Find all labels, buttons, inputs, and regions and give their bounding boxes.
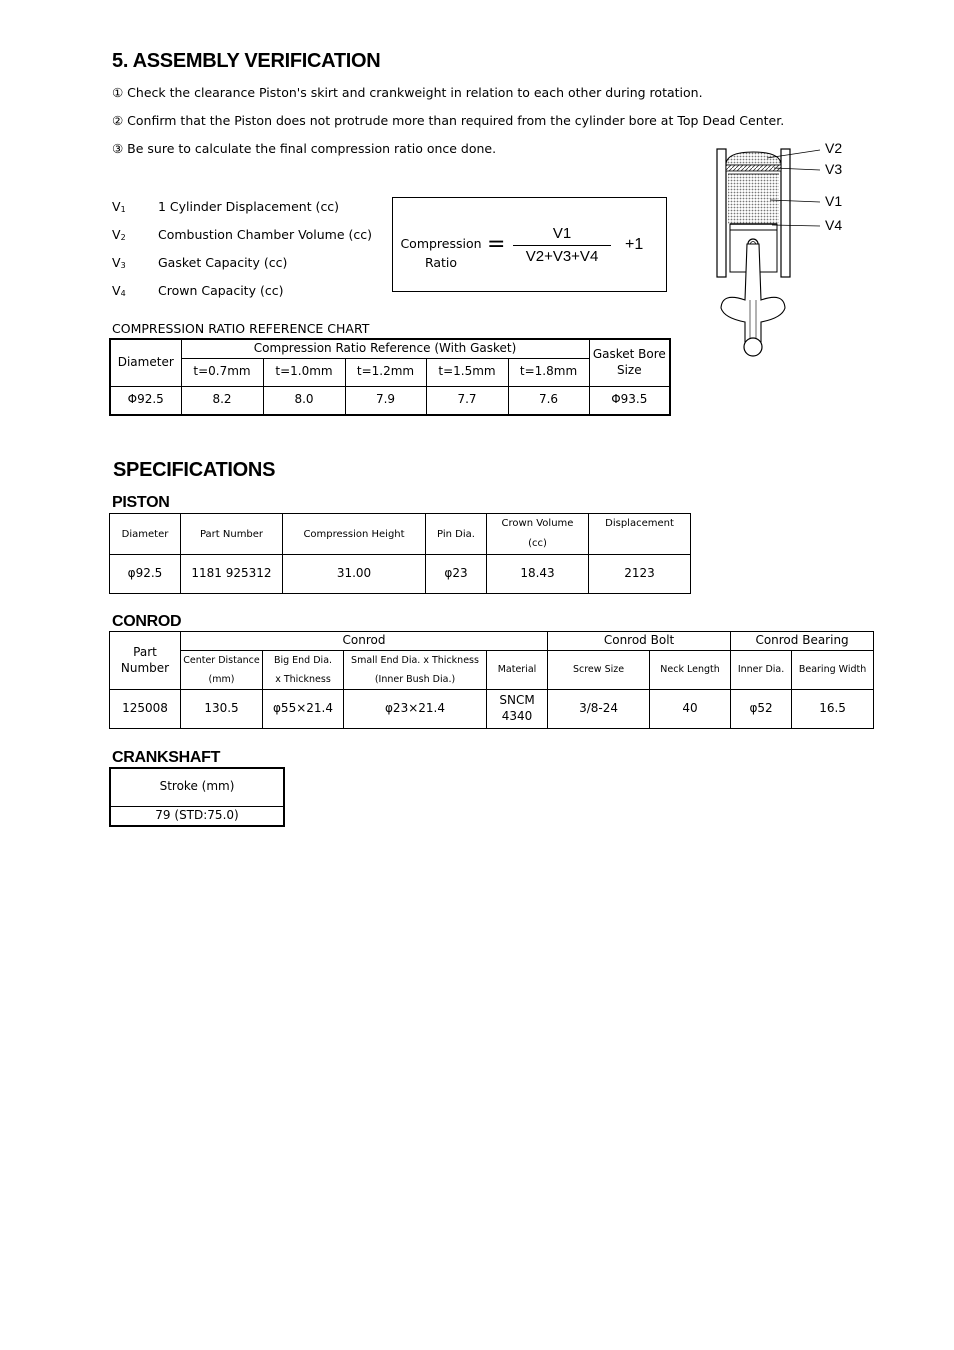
conrod-header-neck: Neck Length bbox=[650, 651, 731, 690]
conrod-header-width: Bearing Width bbox=[792, 651, 874, 690]
conrod-cell-screw: 3/8-24 bbox=[548, 690, 650, 729]
conrod-title: CONROD bbox=[112, 613, 182, 630]
conrod-header-group-conrod: Conrod bbox=[181, 632, 548, 651]
piston-header: Pin Dia. bbox=[426, 514, 487, 555]
assembly-step-1: ① Check the clearance Piston's skirt and crankweight in relation to each other during rotation. bbox=[112, 85, 703, 100]
conrod-spec-table bbox=[109, 631, 874, 729]
piston-title: PISTON bbox=[112, 494, 170, 511]
table-row bbox=[110, 690, 874, 729]
section-title-specifications: SPECIFICATIONS bbox=[113, 459, 276, 481]
formula-label: Compression Ratio bbox=[400, 236, 482, 270]
piston-cell: 18.43 bbox=[487, 555, 589, 594]
formula-numerator: V1 bbox=[552, 225, 572, 242]
conrod-cell-neck: 40 bbox=[650, 690, 731, 729]
conrod-cell-big: φ55×21.4 bbox=[263, 690, 344, 729]
piston-cell: 31.00 bbox=[283, 555, 426, 594]
volume-def-v2: $V_2$ Combustion Chamber Volume (cc) bbox=[112, 227, 373, 242]
diagram-label-v2: V2 bbox=[825, 140, 843, 156]
conrod-header-material: Material bbox=[487, 651, 548, 690]
piston-cell: 1181 925312 bbox=[181, 555, 283, 594]
conrod-cell-part: 125008 bbox=[110, 690, 181, 729]
cr-cell-value: 7.7 bbox=[426, 386, 508, 415]
piston-header: Crown Volume (cc) bbox=[487, 514, 589, 555]
conrod-cell-small: φ23×21.4 bbox=[344, 690, 487, 729]
assembly-step-2: ② Confirm that the Piston does not protrude more than required from the cylinder bore at Top Dead Center. bbox=[112, 113, 785, 128]
piston-spec-table bbox=[109, 513, 691, 594]
section-title-assembly: 5. ASSEMBLY VERIFICATION bbox=[112, 50, 381, 72]
cr-header-thickness: t=0.7mm bbox=[181, 358, 263, 386]
compression-ratio-formula bbox=[392, 197, 667, 292]
cr-header-thickness: t=1.8mm bbox=[508, 358, 589, 386]
table-row bbox=[110, 386, 670, 415]
crankshaft-spec-table bbox=[109, 767, 285, 827]
conrod-header-part-number: Part Number bbox=[110, 632, 181, 690]
diagram-label-v4: V4 bbox=[825, 217, 843, 233]
table-row bbox=[110, 555, 691, 594]
formula-plus-one: +1 bbox=[625, 236, 644, 253]
cr-header-gasket: Gasket Bore Size bbox=[589, 339, 670, 386]
formula-equals: = bbox=[487, 232, 506, 257]
cr-cell-value: 8.0 bbox=[263, 386, 345, 415]
assembly-step-3: ③ Be sure to calculate the final compression ratio once done. bbox=[112, 141, 497, 156]
table-row bbox=[110, 806, 284, 826]
conrod-header-center: Center Distance (mm) bbox=[181, 651, 263, 690]
cr-cell-diameter: Φ92.5 bbox=[110, 386, 181, 415]
cr-cell-value: 7.6 bbox=[508, 386, 589, 415]
piston-cell: φ23 bbox=[426, 555, 487, 594]
piston-cell: 2123 bbox=[589, 555, 691, 594]
crankshaft-title: CRANKSHAFT bbox=[112, 749, 221, 766]
cr-cell-value: 8.2 bbox=[181, 386, 263, 415]
cr-header-diameter: Diameter bbox=[110, 339, 181, 386]
formula-fraction-bar bbox=[513, 245, 611, 246]
conrod-cell-center: 130.5 bbox=[181, 690, 263, 729]
cr-header-thickness: t=1.5mm bbox=[426, 358, 508, 386]
piston-cell: φ92.5 bbox=[110, 555, 181, 594]
volume-def-v1: $V_1$ 1 Cylinder Displacement (cc) bbox=[112, 199, 340, 214]
cr-header-thickness: t=1.0mm bbox=[263, 358, 345, 386]
cr-cell-gasket: Φ93.5 bbox=[589, 386, 670, 415]
conrod-cell-width: 16.5 bbox=[792, 690, 874, 729]
diagram-label-v3: V3 bbox=[825, 161, 843, 177]
volume-def-v4: $V_4$ Crown Capacity (cc) bbox=[112, 283, 284, 298]
cr-reference-table bbox=[109, 338, 671, 416]
formula-denominator: V2+V3+V4 bbox=[525, 248, 599, 265]
conrod-cell-material: SNCM 4340 bbox=[487, 690, 548, 729]
conrod-cell-inner: φ52 bbox=[731, 690, 792, 729]
conrod-header-small-end: Small End Dia. x Thickness (Inner Bush Dia.) bbox=[344, 651, 487, 690]
piston-header: Compression Height bbox=[283, 514, 426, 555]
conrod-header-group-bearing: Conrod Bearing bbox=[731, 632, 874, 651]
cr-cell-value: 7.9 bbox=[345, 386, 426, 415]
cr-header-group: Compression Ratio Reference (With Gasket) bbox=[181, 339, 589, 358]
conrod-header-big-end: Big End Dia. x Thickness bbox=[263, 651, 344, 690]
cr-header-thickness: t=1.2mm bbox=[345, 358, 426, 386]
piston-header: Part Number bbox=[181, 514, 283, 555]
crankshaft-header-stroke: Stroke (mm) bbox=[110, 768, 284, 806]
conrod-header-screw: Screw Size bbox=[548, 651, 650, 690]
volume-def-v3: $V_3$ Gasket Capacity (cc) bbox=[112, 255, 288, 270]
piston-header: Displacement bbox=[589, 514, 691, 555]
conrod-header-inner: Inner Dia. bbox=[731, 651, 792, 690]
crankshaft-cell-stroke: 79 (STD:75.0) bbox=[110, 806, 284, 826]
diagram-label-v1: V1 bbox=[825, 193, 843, 209]
piston-header: Diameter bbox=[110, 514, 181, 555]
cr-chart-title: COMPRESSION RATIO REFERENCE CHART bbox=[112, 321, 370, 336]
conrod-header-group-bolt: Conrod Bolt bbox=[548, 632, 731, 651]
